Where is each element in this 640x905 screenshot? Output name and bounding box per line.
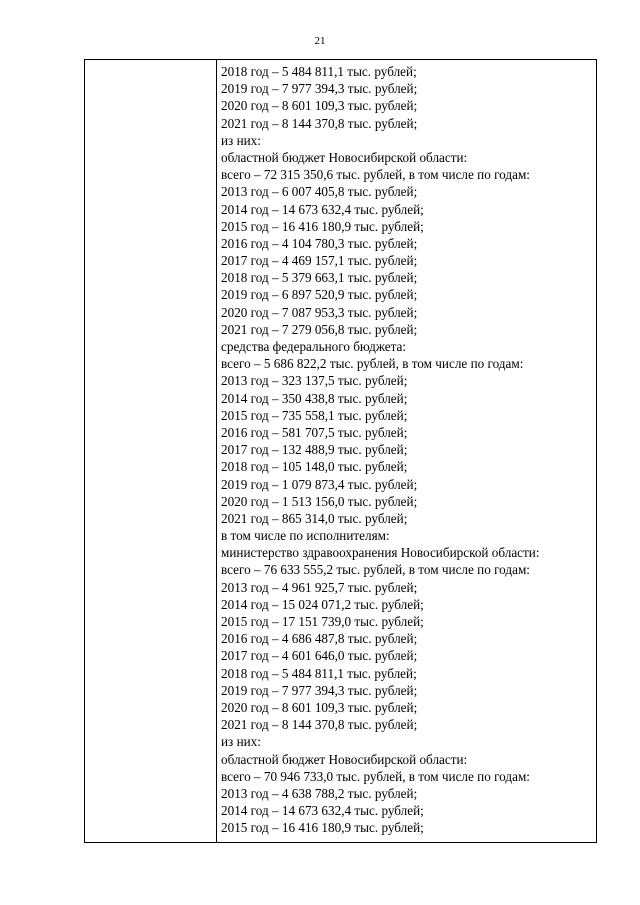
document-table [84,59,597,843]
text-line: областной бюджет Новосибирской области: [221,751,468,767]
text-line: из них: [221,132,261,148]
text-line: 2020 год – 8 601 109,3 тыс. рублей; [221,98,418,114]
text-line: 2016 год – 4 104 780,3 тыс. рублей; [221,235,418,251]
text-line: 2013 год – 6 007 405,8 тыс. рублей; [221,184,418,200]
text-line: 2017 год – 132 488,9 тыс. рублей; [221,442,408,458]
text-line: 2014 год – 14 673 632,4 тыс. рублей; [221,803,424,819]
text-line: 2020 год – 8 601 109,3 тыс. рублей; [221,699,418,715]
table-left-cell [85,60,216,842]
text-line: средства федерального бюджета: [221,339,407,354]
text-line: 2015 год – 735 558,1 тыс. рублей; [221,407,408,423]
text-line: 2021 год – 8 144 370,8 тыс. рублей; [221,717,418,733]
column-divider [216,60,217,842]
text-line: 2015 год – 16 416 180,9 тыс. рублей; [221,218,424,234]
text-line: всего – 5 686 822,2 тыс. рублей, в том числе по годам: [221,356,524,372]
text-line: 2013 год – 4 638 788,2 тыс. рублей; [221,785,418,801]
text-line: 2021 год – 7 279 056,8 тыс. рублей; [221,321,418,337]
text-line: 2020 год – 7 087 953,3 тыс. рублей; [221,304,418,320]
text-line: 2019 год – 6 897 520,9 тыс. рублей; [221,287,418,303]
text-line: 2014 год – 15 024 071,2 тыс. рублей; [221,596,424,612]
text-line: всего – 76 633 555,2 тыс. рублей, в том числе по годам: [221,562,530,578]
text-line: 2014 год – 14 673 632,4 тыс. рублей; [221,201,424,217]
text-line: 2019 год – 1 079 873,4 тыс. рублей; [221,476,418,492]
text-line: 2019 год – 7 977 394,3 тыс. рублей; [221,81,418,97]
text-line: 2018 год – 5 484 811,1 тыс. рублей; [221,665,417,681]
text-line: 2013 год – 323 137,5 тыс. рублей; [221,373,408,389]
text-line: 2015 год – 16 416 180,9 тыс. рублей; [221,820,424,836]
text-line: 2018 год – 5 484 811,1 тыс. рублей; [221,64,417,79]
text-line: 2016 год – 581 707,5 тыс. рублей; [221,424,408,440]
text-line: министерство здравоохранения Новосибирской области: [221,545,540,561]
text-line: из них: [221,734,261,750]
page-number: 21 [314,35,326,47]
text-line: всего – 70 946 733,0 тыс. рублей, в том числе по годам: [221,768,530,784]
text-line: 2020 год – 1 513 156,0 тыс. рублей; [221,493,418,509]
text-line: 2018 год – 5 379 663,1 тыс. рублей; [221,270,418,286]
text-line: 2015 год – 17 151 739,0 тыс. рублей; [221,614,424,629]
text-line: областной бюджет Новосибирской области: [221,149,468,165]
text-line: 2021 год – 8 144 370,8 тыс. рублей; [221,115,418,131]
text-line: 2021 год – 865 314,0 тыс. рублей; [221,510,408,526]
text-line: 2017 год – 4 469 157,1 тыс. рублей; [221,253,418,269]
table-right-cell [221,63,593,836]
text-line: всего – 72 315 350,6 тыс. рублей, в том числе по годам: [221,167,530,183]
text-line: 2017 год – 4 601 646,0 тыс. рублей; [221,648,418,664]
text-line: в том числе по исполнителям: [221,528,390,544]
text-line: 2014 год – 350 438,8 тыс. рублей; [221,390,408,406]
text-line: 2018 год – 105 148,0 тыс. рублей; [221,459,408,475]
text-line: 2013 год – 4 961 925,7 тыс. рублей; [221,579,418,595]
text-line: 2016 год – 4 686 487,8 тыс. рублей; [221,631,418,647]
text-line: 2019 год – 7 977 394,3 тыс. рублей; [221,682,418,698]
